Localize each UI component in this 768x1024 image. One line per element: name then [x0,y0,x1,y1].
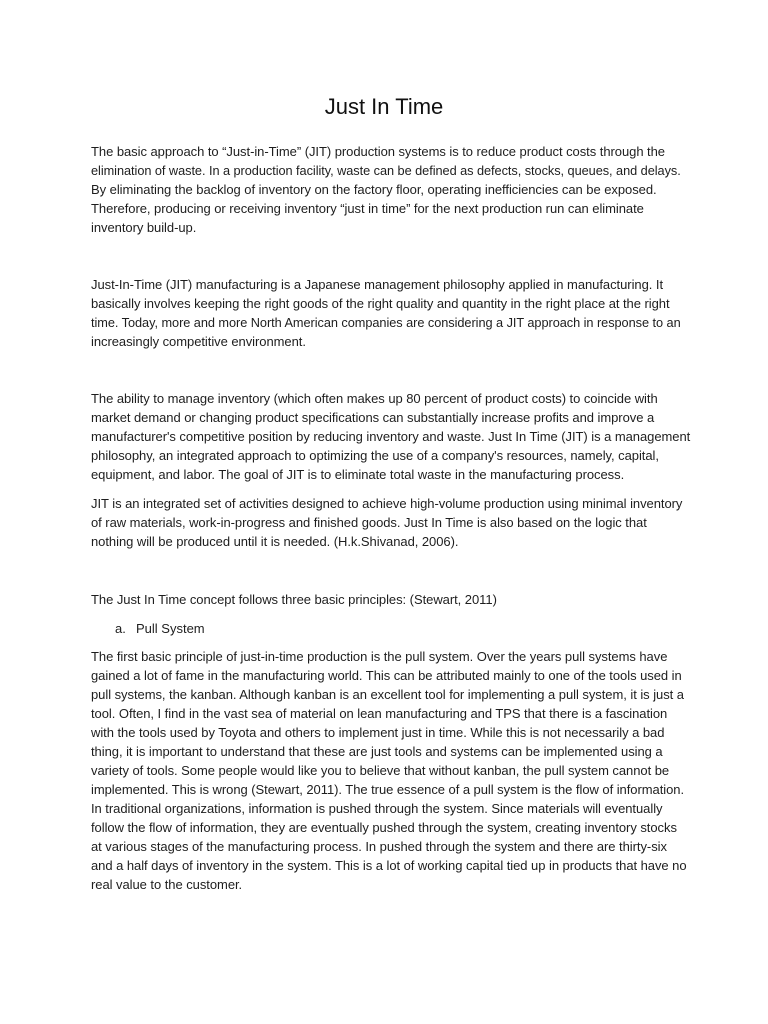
text-line: inventory build-up. [91,220,197,235]
text-line: By eliminating the backlog of inventory on the factory floor, operating inefficiencies can be exposed. [91,182,657,197]
text-line: nothing will be produced until it is needed. (H.k.Shivanad, 2006). [91,534,459,549]
text-line: In traditional organizations, information is pushed through the system. Since materials will eventually [91,801,663,816]
paragraph-jit-basic-approach [91,142,691,237]
text-line: implemented. This is wrong (Stewart, 2011). The true essence of a pull system is the flow of information. [91,782,685,797]
text-line: The Just In Time concept follows three basic principles: (Stewart, 2011) [91,592,497,607]
text-line: The ability to manage inventory (which often makes up 80 percent of product costs) to coincide with [91,391,658,406]
text-line: time. Today, more and more North American companies are considering a JIT approach in response to an [91,315,681,330]
text-line: thing, it is important to understand that these are just tools and systems can be implemented using a [91,744,663,759]
text-line: and a half days of inventory in the system. This is a lot of working capital tied up in products that have no [91,858,687,873]
text-line: philosophy, an integrated approach to optimizing the use of a company's resources, namely, capital, [91,448,659,463]
document-title: Just In Time [324,94,444,119]
text-line: tool. Often, I find in the vast sea of material on lean manufacturing and TPS that there is a fascination [91,706,668,721]
text-line: real value to the customer. [91,877,243,892]
text-line: manufacturer's competitive position by reducing inventory and waste. Just In Time (JIT) is a management [91,429,691,444]
text-line: of raw materials, work-in-progress and finished goods. Just In Time is also based on the logic that [91,515,647,530]
text-line: increasingly competitive environment. [91,334,306,349]
text-line: with the tools used by Toyota and others to implement just in time. While this is not necessarily a bad [91,725,665,740]
text-line: follow the flow of information, they are eventually pushed through the system, creating inventory stocks [91,820,677,835]
text-line: basically involves keeping the right goods of the right quality and quantity in the right place at the right [91,296,670,311]
list-item-pull-system [115,619,205,638]
text-line: JIT is an integrated set of activities designed to achieve high-volume production using minimal inventory [91,496,683,511]
text-line: at various stages of the manufacturing process. In pushed through the system and there are thirty-six [91,839,667,854]
paragraph-three-principles [91,590,691,609]
list-marker: a. [115,621,126,636]
list-item-text: Pull System [136,621,205,636]
text-line: market demand or changing product specifications can substantially increase profits and improve a [91,410,655,425]
text-line: pull systems, the kanban. Although kanban is an excellent tool for implementing a pull system, it is just a [91,687,684,702]
paragraph-inventory-management [91,389,691,484]
text-line: The first basic principle of just-in-time production is the pull system. Over the years pull systems have [91,649,668,664]
text-line: The basic approach to “Just-in-Time” (JIT) production systems is to reduce product costs through the [91,144,665,159]
text-line: gained a lot of fame in the manufacturing world. This can be attributed mainly to one of the tools used in [91,668,682,683]
paragraph-jit-philosophy [91,275,691,351]
paragraph-pull-system-principle [91,647,691,894]
paragraph-jit-integrated-set [91,494,691,551]
text-line: variety of tools. Some people would like you to believe that without kanban, the pull system cannot be [91,763,670,778]
text-line: Therefore, producing or receiving inventory “just in time” for the next production run can eliminate [91,201,644,216]
text-line: elimination of waste. In a production facility, waste can be defined as defects, stocks, queues, and delays. [91,163,681,178]
text-line: equipment, and labor. The goal of JIT is to eliminate total waste in the manufacturing process. [91,467,625,482]
text-line: Just-In-Time (JIT) manufacturing is a Japanese management philosophy applied in manufacturing. It [91,277,664,292]
